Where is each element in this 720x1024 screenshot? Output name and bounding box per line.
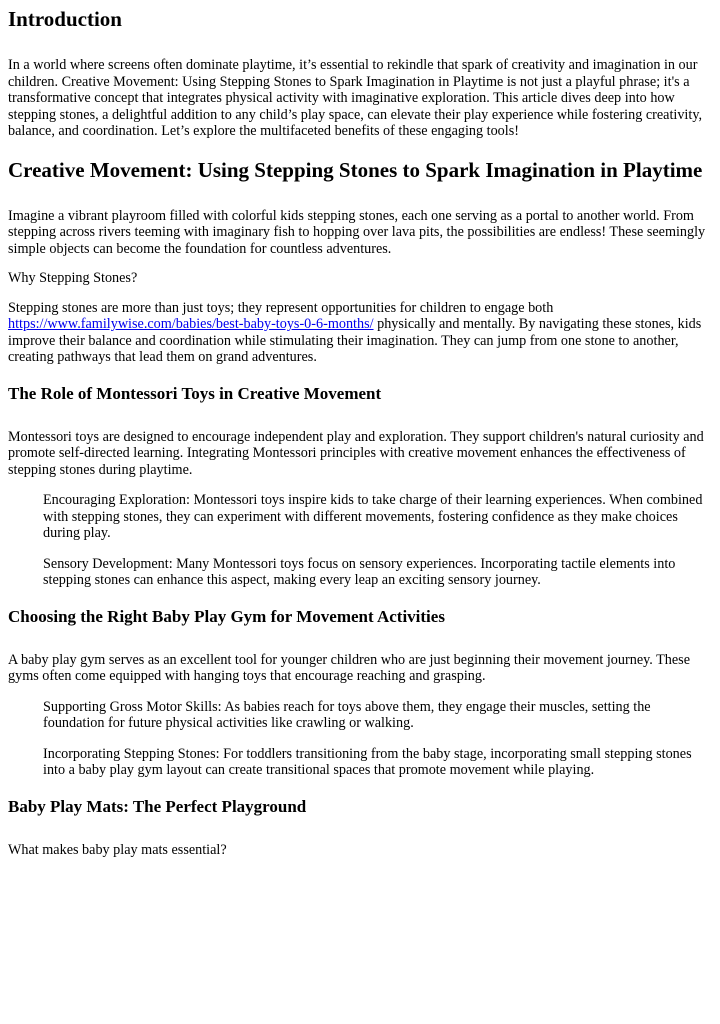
montessori-quote-2 [43,556,712,589]
why-text-after: physically and mentally. By navigating these stones, kids improve their balance and coordination while stimulating their imagination. They can jump from one stone to another, creating pathways that lead them on grand adventures. [8,316,702,365]
montessori-quote-1-text: Encouraging Exploration: Montessori toys inspire kids to take charge of their learning experiences. When combined with stepping stones, they can experiment with different movements, fostering confidence as they make choices during play. [43,492,703,541]
montessori-quote-2-text: Sensory Development: Many Montessori toys focus on sensory experiences. Incorporating tactile elements into stepping stones can enhance this aspect, making every leap an exciting sensory journey. [43,555,676,588]
gym-heading: Choosing the Right Baby Play Gym for Movement Activities [8,606,445,626]
montessori-paragraph: Montessori toys are designed to encourage independent play and exploration. They support children's natural curiosity and promote self-directed learning. Integrating Montessori principles with creative movement enhances the effectiveness of stepping stones during playtime. [8,428,704,478]
gym-quote-1-text: Supporting Gross Motor Skills: As babies reach for toys above them, they engage their muscles, setting the foundation for future physical activities like crawling or walking. [43,698,651,731]
article [0,7,720,858]
main-heading: Creative Movement: Using Stepping Stones to Spark Imagination in Playtime [8,157,703,182]
intro-heading: Introduction [8,7,122,31]
intro-paragraph: In a world where screens often dominate playtime, it’s essential to rekindle that spark of creativity and imagination in our children. Creative Movement: Using Stepping Stones to Spark Imagination in Playtime is not just a playful phrase; it's a transformative concept that integrates physical activity with imaginative exploration. This article dives deep into how stepping stones, a delightful addition to any child’s play space, can elevate their play experience while fostering creativity, balance, and coordination. Let’s explore the multifaceted benefits of these engaging tools! [8,57,703,139]
gym-quote-1 [43,699,712,732]
mats-heading: Baby Play Mats: The Perfect Playground [8,796,307,816]
gym-paragraph: A baby play gym serves as an excellent tool for younger children who are just beginning their movement journey. These gyms often come equipped with hanging toys that encourage reaching and grasping. [8,651,690,684]
gym-quote-2-text: Incorporating Stepping Stones: For toddlers transitioning from the baby stage, incorporating small stepping stones into a baby play gym layout can create transitional spaces that promote movement while playing. [43,745,692,778]
montessori-heading: The Role of Montessori Toys in Creative Movement [8,383,382,403]
main-paragraph: Imagine a vibrant playroom filled with colorful kids stepping stones, each one serving as a portal to another world. From stepping across rivers teeming with imaginary fish to hopping over lava pits, the possibilities are endless! These seemingly simple objects can become the foundation for countless adventures. [8,207,706,257]
montessori-quote-1 [43,492,712,542]
why-paragraph [8,300,712,366]
why-label: Why Stepping Stones? [8,270,138,286]
mats-paragraph: What makes baby play mats essential? [8,841,227,858]
gym-quote-2 [43,746,712,779]
why-text-before: Stepping stones are more than just toys; they represent opportunities for children to engage both [8,299,554,316]
baby-toys-link[interactable]: https://www.familywise.com/babies/best-baby-toys-0-6-months/ [8,316,374,332]
